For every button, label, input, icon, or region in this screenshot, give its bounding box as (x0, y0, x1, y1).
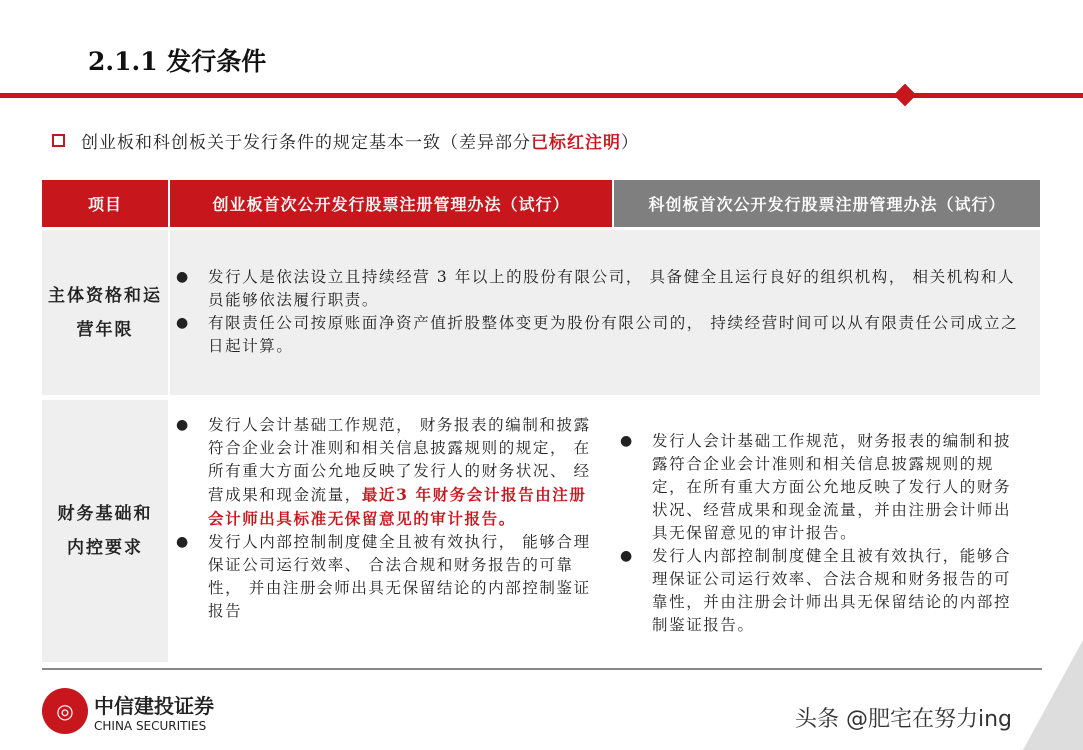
item-text: 发行人会计基础工作规范， 财务报表的编制和披露符合企业会计准则和相关信息披露规则的规定， 在所有重大方面公允地反映了发行人的财务状况、 经营成果和现金流量， (208, 416, 591, 504)
company-logo (42, 688, 214, 734)
item-red-text: 最近3 年财务会计报告由注册会计师出具标准无保留意见的审计报告。 (208, 485, 587, 528)
list-item: ● 有限责任公司按原账面净资产值折股整体变更为股份有限公司的， 持续经营时间可以从有限责任公司成立之日起计算。 (170, 312, 1030, 358)
row-content-qualification (170, 230, 1040, 395)
corner-decoration (1023, 640, 1083, 750)
list-item: ● 发行人会计基础工作规范，财务报表的编制和披露符合企业会计准则和相关信息披露规则的规定，在所有重大方面公允地反映了发行人的财务状况、经营成果和现金流量，并由注册会计师出具无保留意见的审计报告。 (614, 430, 1026, 545)
page-title: 2.1.1 发行条件 (88, 47, 267, 76)
list-item (170, 414, 597, 531)
header-cyb: 创业板首次公开发行股票注册管理办法（试行） (170, 180, 612, 227)
header-kcb: 科创板首次公开发行股票注册管理办法（试行） (614, 180, 1040, 227)
list-item: ● 发行人内部控制制度健全且被有效执行，能够合理保证公司运行效率、合法合规和财务报告的可靠性，并由注册会计师出具无保留结论的内部控制鉴证报告。 (614, 545, 1026, 637)
subtitle (52, 128, 639, 153)
subtitle-end: ） (621, 133, 639, 153)
row-label-qualification: 主体资格和运营年限 (42, 230, 168, 395)
logo-emblem-icon: ◎ (42, 688, 88, 734)
header-item: 项目 (42, 180, 168, 227)
row-label-finance: 财务基础和内控要求 (42, 400, 168, 662)
square-bullet-icon (52, 134, 65, 147)
row-content-finance-kcb (614, 430, 1026, 637)
logo-en: CHINA SECURITIES (94, 718, 207, 733)
logo-cn: 中信建投证券 (94, 693, 214, 718)
subtitle-text: 创业板和科创板关于发行条件的规定基本一致（差异部分 (81, 133, 531, 153)
list-item (170, 531, 597, 623)
list-item: ● 发行人是依法设立且持续经营 3 年以上的股份有限公司， 具备健全且运行良好的组织机构， 相关机构和人员能够依法履行职责。 (170, 266, 1030, 312)
row-content-finance-cyb (170, 414, 605, 623)
footer-divider (42, 668, 1042, 670)
subtitle-highlight: 已标红注明 (531, 133, 621, 153)
title-divider (0, 93, 1083, 98)
divider-diamond (894, 84, 917, 107)
item-text: 发行人内部控制制度健全且被有效执行， 能够合理保证公司运行效率、 合法合规和财务报告的可靠性， 并由注册会师出具无保留结论的内部控制鉴证报告 (208, 533, 591, 620)
watermark: 头条 @肥宅在努力ing (795, 707, 1013, 732)
